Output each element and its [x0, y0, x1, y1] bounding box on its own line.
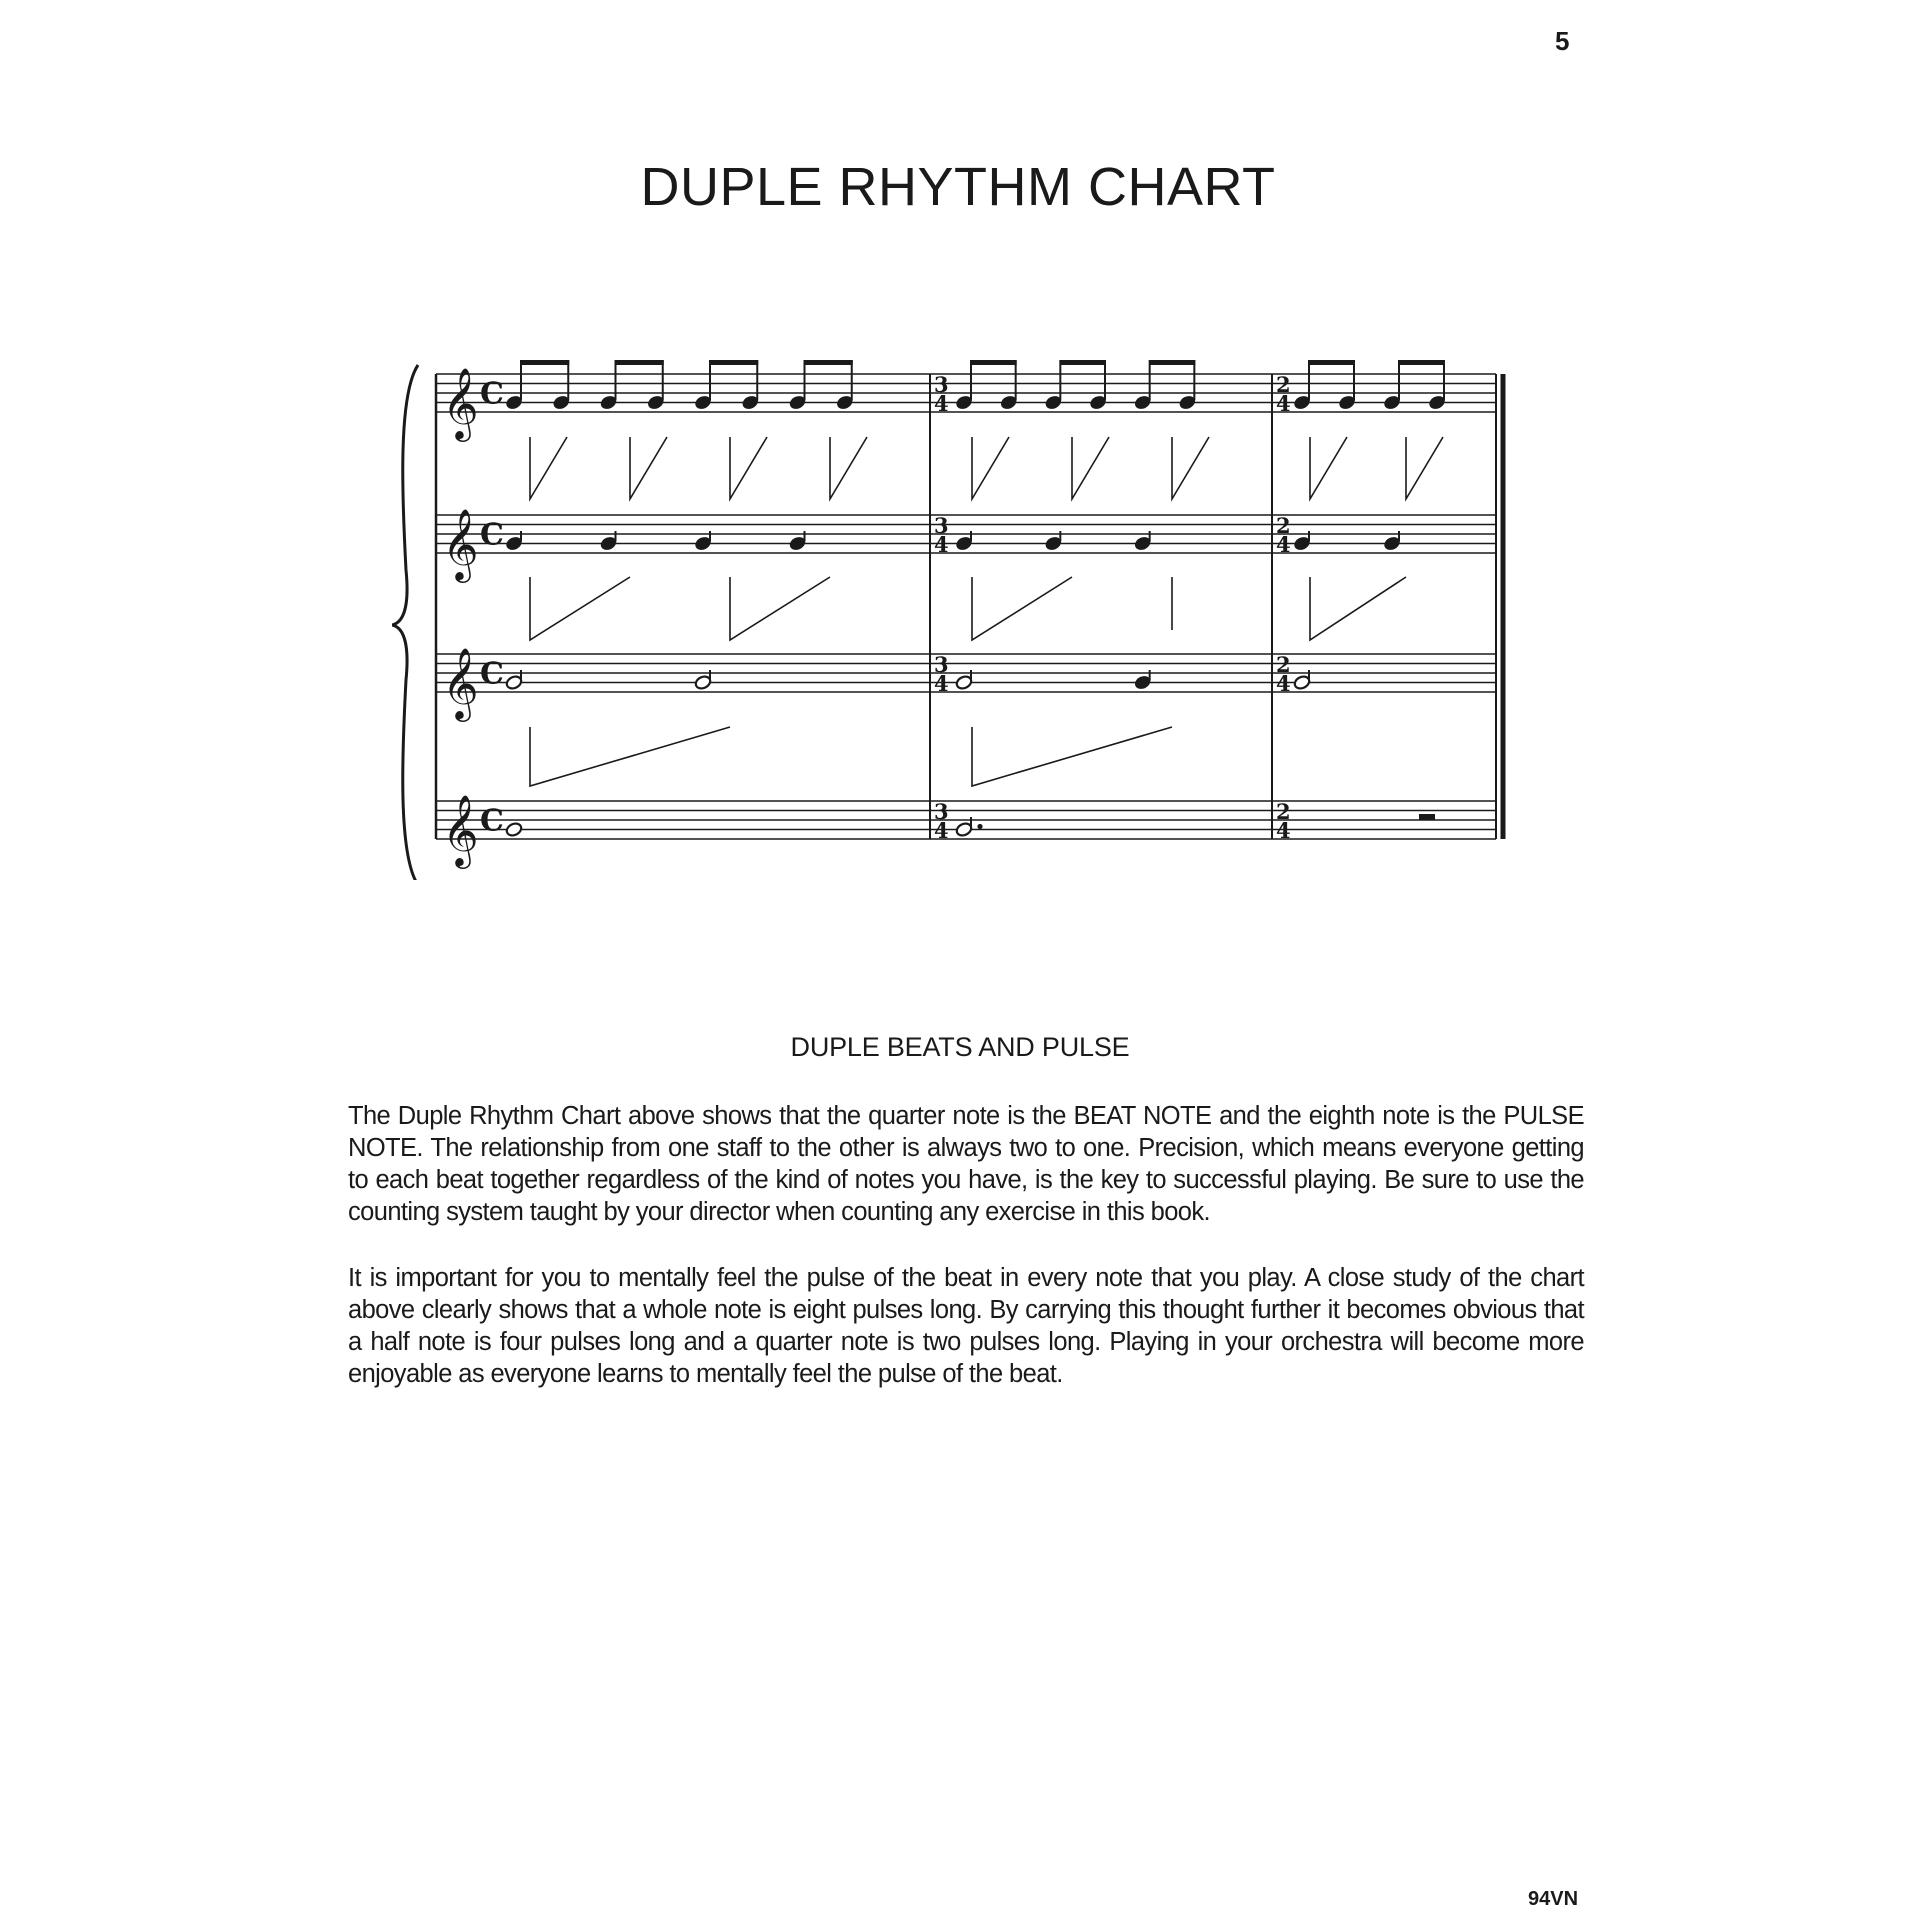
time-signature-numerator: 2: [1276, 372, 1291, 397]
half-pair-connector: [972, 727, 1172, 786]
pulse-pair-connector: [1406, 437, 1443, 499]
beat-pair-connector: [730, 577, 830, 640]
time-signature-numerator: 3: [934, 652, 949, 677]
whole-note: [505, 821, 523, 837]
beam: [710, 360, 758, 365]
time-signature-denominator: 4: [1276, 671, 1291, 696]
pulse-pair-connector: [630, 437, 667, 499]
pulse-pair-connector: [1072, 437, 1109, 499]
common-time-icon: C: [480, 803, 504, 839]
time-signature-denominator: 4: [934, 532, 949, 557]
half-pair-connector: [530, 727, 730, 786]
time-signature-denominator: 4: [1276, 532, 1291, 557]
pulse-pair-connector: [730, 437, 767, 499]
treble-clef-icon: 𝄞: [442, 646, 479, 719]
time-signature-numerator: 3: [934, 372, 949, 397]
beat-pair-connector: [1310, 577, 1406, 640]
footer-code: 94VN: [1528, 1888, 1579, 1910]
time-signature-denominator: 4: [934, 391, 949, 416]
treble-clef-icon: 𝄞: [442, 366, 479, 439]
time-signature-denominator: 4: [1276, 391, 1291, 416]
pulse-pair-connector: [972, 437, 1009, 499]
common-time-icon: C: [480, 376, 504, 412]
pulse-pair-connector: [530, 437, 567, 499]
body-text: [348, 1100, 1584, 1424]
page-number: 5: [1555, 26, 1570, 56]
treble-clef-icon: 𝄞: [442, 507, 479, 580]
duple-rhythm-chart: [392, 355, 1522, 880]
beam: [1399, 360, 1445, 365]
time-signature-numerator: 2: [1276, 799, 1291, 824]
beam: [616, 360, 664, 365]
time-signature-numerator: 3: [934, 513, 949, 538]
beat-pair-connector: [972, 577, 1072, 640]
page-title: DUPLE RHYTHM CHART: [640, 157, 1276, 217]
common-time-icon: C: [480, 656, 504, 692]
time-signature-numerator: 2: [1276, 513, 1291, 538]
beam: [805, 360, 853, 365]
beam: [521, 360, 569, 365]
beam: [1309, 360, 1355, 365]
time-signature-denominator: 4: [1276, 818, 1291, 843]
time-signature-denominator: 4: [934, 818, 949, 843]
beam: [971, 360, 1017, 365]
half-rest-icon: [1419, 814, 1435, 820]
section-heading: DUPLE BEATS AND PULSE: [790, 1032, 1130, 1062]
pulse-pair-connector: [830, 437, 867, 499]
beam: [1150, 360, 1196, 365]
time-signature-denominator: 4: [934, 671, 949, 696]
beam: [1060, 360, 1106, 365]
paragraph: It is important for you to mentally feel the pulse of the beat in every note that you play. A close study of the chart above clearly shows that a whole note is eight pulses long. By carrying this thought further it becomes obvious that a half note is four pulses long and a quarter note is two pulses long. Playing in your orchestra will become more enjoyable as everyone learns to mentally feel the pulse of the beat.: [348, 1264, 1584, 1388]
system-brace: [392, 365, 418, 880]
beat-pair-connector: [530, 577, 630, 640]
paragraph: The Duple Rhythm Chart above shows that the quarter note is the BEAT NOTE and the eighth note is the PULSE NOTE. The relationship from one staff to the other is always two to one. Precision, which means everyone getting to each beat together regardless of the kind of notes you have, is the key to successful playing. Be sure to use the counting system taught by your director when counting any exercise in this book.: [348, 1102, 1584, 1226]
pulse-pair-connector: [1310, 437, 1347, 499]
pulse-pair-connector: [1172, 437, 1209, 499]
common-time-icon: C: [480, 517, 504, 553]
treble-clef-icon: 𝄞: [442, 793, 479, 866]
time-signature-numerator: 2: [1276, 652, 1291, 677]
time-signature-numerator: 3: [934, 799, 949, 824]
augmentation-dot: [977, 824, 982, 829]
